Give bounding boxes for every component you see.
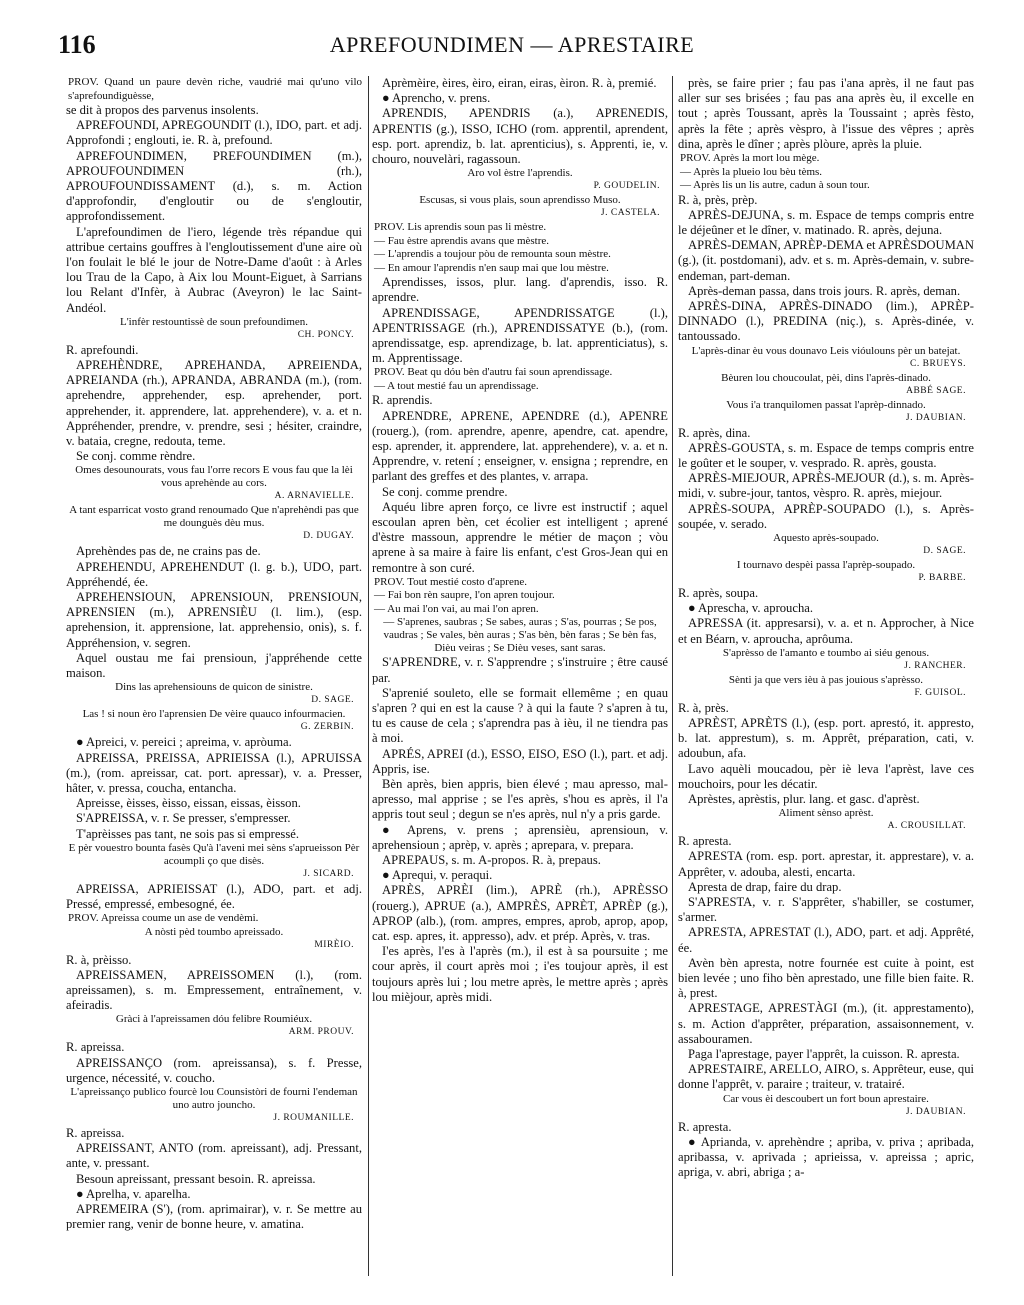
dictionary-entry: ● Apreici, v. pereici ; apreima, v. apròuma.	[76, 735, 292, 750]
dictionary-entry: APREISSANT, ANTO (rom. apreissant), adj. Pressant, ante, v. pressant.	[66, 1141, 362, 1171]
column-right	[678, 76, 974, 1291]
dictionary-entry: Apreisse, èisses, èisso, eissan, eissas, èisson.	[76, 796, 301, 811]
dictionary-entry: ● Aprens, v. prens ; aprensièu, aprensioun, v. aprehensioun ; aprèp, v. après ; aprepara, v. prepara.	[372, 822, 668, 852]
dictionary-entry: S'APRESTA, v. r. S'apprêter, s'habiller, se costumer, s'armer.	[678, 895, 974, 925]
dictionary-entry: près, se faire prier ; fau pas i'ana après, il ne faut pas aller sur ses brisées ; fau pas ana après èu, il excelle en tout ; après Toussant, après la Toussaint ; après fèsto, après la fête ; après vèspro, à l'issue des vêpres ; après dina, après le dîner ; après plòure, après la pluie.	[678, 76, 974, 151]
quotation: Bèuren lou choucoulat, pèi, dins l'après-dinado.	[721, 371, 931, 384]
dictionary-entry: APREMEIRA (S'), (rom. aprimairar), v. r. Se mettre au premier rang, venir de bonne heure, v. amatina.	[66, 1202, 362, 1232]
dictionary-entry: APREFOUNDIMEN, PREFOUNDIMEN (m.), APROUFOUNDIMEN (rh.), APROUFOUNDISSAMENT (d.), s. m. Action d'approfondir, d'engloutir ou de s'engloutir, approfondissement.	[66, 148, 362, 224]
quotation: L'après-dinar èu vous dounavo Leis vióulouns pèr un batejat.	[691, 344, 961, 357]
column-left	[66, 76, 362, 1291]
quotation-author: D. DUGAY.	[303, 531, 354, 542]
quotation-author: J. CASTELA.	[600, 208, 660, 219]
proverb: PROV. Lis aprendis soun pas li mèstre.	[374, 221, 547, 234]
dictionary-entry: APREHENSIOUN, APRENSIOUN, PRENSIOUN, APRENSIEN (m.), APRENSIÈU (l. lim.), (esp. aprehension, it. apprensione, lat. apprehensio, onis), s. f. Appréhension, v. segren.	[66, 590, 362, 650]
dictionary-entry: APRENDISSAGE, APENDRISSATGE (l.), APENTRISSAGE (rh.), APRENDISSATYE (b.), (rom. aprendissatge, esp. aprendizage, b. lat. apprenticiatus), s. m. Apprentissage.	[372, 305, 668, 366]
quotation-author: CH. PONCY.	[297, 329, 354, 340]
dictionary-entry: Lavo aquèli moucadou, pèr iè leva l'aprèst, lave ces mouchoirs, pour les décatir.	[678, 761, 974, 791]
quotation: Vous i'a tranquilomen passat l'aprèp-dinnado.	[726, 398, 926, 411]
entry-line: R. à, près.	[678, 700, 729, 715]
quotation-author: J. ROUMANILLE.	[273, 1113, 354, 1124]
proverb: PROV. Quand un paure devèn riche, vaudrié mai qu'uno vilo s'aprefoundiguèsse,	[68, 76, 362, 102]
dictionary-entry: ● Aprianda, v. aprehèndre ; apriba, v. priva ; apribada, apribassa, v. aprivada ; aprieissa, v. apreissa ; apric, apriga, v. abri, abriga ; a-	[678, 1134, 974, 1180]
quotation: Sènti ja que vers ièu à pas jouious s'aprèsso.	[728, 673, 924, 686]
dictionary-entry: ● Aprequi, v. peraqui.	[382, 868, 493, 883]
dictionary-entry: S'aprenié souleto, elle se formait ellemême ; en quau s'apren ? qui en est la cause ? à qui la faute ? s'apren à tu, tu es cause de cela ; s'aprendra pas à ièu, il ne tiendra pas à moi.	[372, 685, 668, 746]
dictionary-entry: ● Aprescha, v. aproucha.	[688, 601, 813, 616]
quotation: A nòsti pèd toumbo apreissado.	[144, 925, 284, 938]
quotation: Car vous èi descoubert un fort boun aprestaire.	[723, 1092, 929, 1105]
dictionary-entry: APREISSA, APRIEISSAT (l.), ADO, part. et adj. Pressé, empressé, embesogné, ée.	[66, 881, 362, 911]
quotation: A tant esparricat vosto grand renoumado Que n'aprehèndi pas que me dounguès dèu mus.	[69, 504, 359, 530]
quotation-author: ARM. PROUV.	[288, 1027, 354, 1038]
entry-line: R. apresta.	[678, 834, 732, 849]
dictionary-body	[66, 76, 974, 1291]
entry-line: R. apresta.	[678, 1119, 732, 1134]
quotation: Dins las aprehensiouns de quicon de sinistre.	[115, 681, 313, 694]
quotation-author: J. DAUBIAN.	[905, 1106, 966, 1117]
dictionary-entry: APRÈS-GOUSTA, s. m. Espace de temps compris entre le goûter et le souper, v. vesprado. R. après, gousta.	[678, 440, 974, 470]
entry-line: R. après, dina.	[678, 425, 751, 440]
running-title: APREFOUNDIMEN — APRESTAIRE	[329, 32, 695, 57]
dictionary-entry: ● Aprelha, v. aparelha.	[76, 1186, 191, 1201]
dictionary-entry: APREPAUS, s. m. A-propos. R. à, prepaus.	[382, 853, 601, 868]
entry-line: R. apreissa.	[66, 1040, 125, 1055]
quotation: S'aprèsso de l'amanto e toumbo ai siéu genous.	[722, 646, 930, 659]
quotation-author: J. RANCHER.	[904, 660, 966, 671]
dictionary-entry: T'aprèisses pas tant, ne sois pas si empressé.	[76, 826, 299, 841]
quotation: Escusas, si vous plais, soun aprendisso Muso.	[419, 194, 621, 207]
dictionary-entry: APREISSANÇO (rom. apreissansa), s. f. Presse, urgence, nécessité, v. coucho.	[66, 1055, 362, 1085]
dictionary-entry: Apresta de drap, faire du drap.	[688, 879, 842, 894]
dictionary-entry: Se conj. comme rèndre.	[76, 449, 196, 464]
dictionary-entry: Aprendisses, issos, plur. lang. d'aprendis, isso. R. aprendre.	[372, 275, 668, 305]
dictionary-entry: S'APREISSA, v. r. Se presser, s'empresser.	[76, 811, 291, 826]
dictionary-entry: APRENDRE, APRENE, APENDRE (d.), APENRE (rouerg.), (rom. aprendre, apenre, apendre, cat. apendre, esp. aprender, it. apprendere, lat. apprehendere), v. a. et n. Apprendre, v. retení ; enseigner, v. ensigna ; reprendre, en parlant des greffes et des plantes, v. arrapa.	[372, 408, 668, 484]
dictionary-entry: APREHÈNDRE, APREHANDA, APREIENDA, APREIANDA (rh.), APRANDA, ABRANDA (m.), (rom. aprehendre, apprehender, esp. aprehender, port. apprehender, it. apprendere, lat. apprehendere), v. a. et n. Appréhender, prendre, v. prendre, sesi ; hésiter, craindre, v. bataia, cregne, redouta, teme.	[66, 358, 362, 449]
dictionary-entry: APRESSA (it. appresarsi), v. a. et n. Approcher, à Nice et en Béarn, v. aproucha, aprôuma.	[678, 616, 974, 646]
dictionary-entry: I'es après, l'es à l'après (m.), il est à sa poursuite ; me cour après, il court après moi ; i'es toujour après, il est toujours après lui ; lou metre après, le mettre après ; après lou mièjour, après midi.	[372, 944, 668, 1004]
page-number: 116	[58, 30, 96, 59]
entry-line: se dit à propos des parvenus insolents.	[66, 103, 259, 117]
quotation: Aro vol èstre l'aprendis.	[467, 167, 573, 180]
dictionary-entry: Aquel oustau me fai prensioun, j'appréhende cette maison.	[66, 650, 362, 681]
dictionary-entry: Se conj. comme prendre.	[382, 484, 508, 499]
quotation: Omes desounourats, vous fau l'orre recors E vous fau que la lèi vous aprehènde au cors.	[75, 464, 353, 490]
quotation-author: D. SAGE.	[311, 695, 354, 706]
dictionary-entry: APRENDIS, APENDRIS (a.), APRENEDIS, APRENTIS (g.), ISSO, ICHO (rom. apprentil, aprendent, esp. port. aprendiz, b. lat. aprenticius), s. Apprenti, ie, v. chouro, nouvelàri, ragassoun.	[372, 106, 668, 167]
column-middle	[372, 76, 668, 1291]
dictionary-entry: Aquéu libre apren forço, ce livre est instructif ; aquel escoulan apren bèn, cet écolier est intelligent ; aprené d'èstre massoun, apprendre le métier de maçon ; vòu aprene à sa maire à faire lis enfant, c'est Gros-Jean qui en remontre à son curé.	[372, 499, 668, 575]
dictionary-entry: APREISSAMEN, APREISSOMEN (l.), (rom. apreissamen), s. m. Empressement, entraînement, v. afeiradis.	[66, 967, 362, 1013]
proverb: PROV. Tout mestié costo d'aprene.	[374, 575, 527, 588]
quotation-author: P. BARBE.	[918, 572, 966, 583]
quotation-author: C. BRUEYS.	[910, 358, 966, 369]
quotation-author: ABBÉ SAGE.	[906, 385, 966, 396]
dictionary-entry: Paga l'aprestage, payer l'apprêt, la cuisson. R. apresta.	[688, 1047, 960, 1062]
quotation-author: D. SAGE.	[923, 545, 966, 556]
dictionary-entry: APRÈS-DEJUNA, s. m. Espace de temps compris entre le déjeûner et le dîner, v. matinado. R. après, dejuna.	[678, 207, 974, 237]
proverb: — L'aprendis a toujour pòu de remounta soun mèstre.	[374, 248, 611, 261]
quotation-author: J. DAUBIAN.	[905, 412, 966, 423]
dictionary-entry: APRESTAIRE, ARELLO, AIRO, s. Apprêteur, euse, qui donne l'apprêt, v. paraire ; traiteur, v. tratairé.	[678, 1062, 974, 1092]
quotation: Las ! si noun èro l'aprensien De vèire quauco infourmacien.	[82, 708, 346, 721]
dictionary-entry: APRESTA (rom. esp. port. aprestar, it. apprestare), v. a. Apprêter, v. adouba, alesti, encarta.	[678, 849, 974, 879]
entry-line: R. apreissa.	[66, 1126, 125, 1141]
proverb: — Fau èstre aprendis avans que mèstre.	[374, 234, 550, 247]
quotation: L'infèr restountissè de soun prefoundimen.	[119, 315, 309, 328]
dictionary-entry: APRESTA, APRESTAT (l.), ADO, part. et adj. Apprêté, ée.	[678, 925, 974, 955]
entry-line: R. aprefoundi.	[66, 342, 139, 357]
proverb: — En amour l'aprendis n'en saup mai que lou mèstre.	[374, 261, 609, 274]
dictionary-entry: APREHENDU, APREHENDUT (l. g. b.), UDO, part. Appréhendé, ée.	[66, 559, 362, 589]
quotation-author: P. GOUDELIN.	[593, 181, 660, 192]
dictionary-entry: S'APRENDRE, v. r. S'apprendre ; s'instruire ; être causé par.	[372, 655, 668, 685]
dictionary-entry: APRÈS-DEMAN, APRÈP-DEMA et APRÈSDOUMAN (g.), (it. postdomani), adv. et s. m. Après-demain, v. subre-endeman, part-deman.	[678, 238, 974, 283]
proverb: — Après lis un lis autre, cadun à soun tour.	[680, 179, 870, 192]
dictionary-entry: APRÉS, APREI (d.), ESSO, EISO, ESO (l.), part. et adj. Appris, ise.	[372, 746, 668, 776]
quotation: Gràci à l'apreissamen dóu felibre Roumiéux.	[115, 1013, 313, 1026]
quotation: Aliment sènso aprèst.	[778, 807, 874, 820]
quotation-author: J. SICARD.	[303, 868, 354, 879]
quotation-author: MIRÈIO.	[314, 939, 354, 950]
quotation-author: A. ARNAVIELLE.	[274, 491, 354, 502]
dictionary-entry: APRÈST, APRÈTS (l.), (esp. port. aprestó, it. appresto, b. lat. apprestum), s. m. Apprêt, préparation, cati, v. adoubun, afa.	[678, 715, 974, 761]
quotation: L'apreissanço publico fourcè lou Counsistòri de fourni l'endeman uno autro jouncho.	[70, 1086, 358, 1112]
dictionary-entry: APRESTAGE, APRESTÀGI (m.), (it. apprestamento), s. m. Action d'apprêter, préparation, assaisonnement, v. assabouramen.	[678, 1001, 974, 1046]
dictionary-entry: APREISSA, PREISSA, APRIEISSA (l.), APRUISSA (m.), (rom. apreissar, cat. port. apressar), v. a. Presser, hâter, v. pressa, coucha, entancha.	[66, 750, 362, 795]
dictionary-entry: ● Aprencho, v. prens.	[382, 91, 491, 106]
quotation: E pèr vouestro bounta fasès Qu'à l'aveni mei sèns s'aprueisson Pèr acoumpli ço que disès.	[68, 841, 360, 867]
quotation: Aquesto après-soupado.	[773, 531, 879, 544]
dictionary-entry: APRÈS-SOUPA, APRÈP-SOUPADO (l.), s. Après-soupée, v. serado.	[678, 501, 974, 531]
proverb: — Fai bon rèn saupre, l'on apren toujour.	[374, 589, 555, 602]
quotation: — S'aprenes, saubras ; Se sabes, auras ; S'as, pourras ; Se pos, vaudras ; Se vales, bèn auras ; S'as bèn, bèn faras ; Se bèn fas, Dièu veiras ; Se Dièu veses, sant saras.	[383, 616, 657, 655]
entry-line: R. aprendis.	[372, 393, 433, 408]
proverb: PROV. Apreissa coume un ase de vendèmi.	[68, 912, 259, 925]
proverb: — Au mai l'on vai, au mai l'on apren.	[374, 602, 539, 615]
quotation-author: G. ZERBIN.	[300, 722, 354, 733]
dictionary-entry: Aprèmèire, èires, èiro, eiran, eiras, èiron. R. à, premié.	[382, 76, 657, 90]
quotation: I tournavo despèi passa l'aprèp-soupado.	[736, 558, 916, 571]
dictionary-entry: APREFOUNDI, APREGOUNDIT (l.), IDO, part. et adj. Approfondi ; englouti, ie. R. à, prefound.	[66, 118, 362, 148]
proverb: PROV. Beat qu dóu bèn d'autru fai soun aprendissage.	[374, 366, 613, 379]
dictionary-entry: Après-deman passa, dans trois jours. R. après, deman.	[688, 283, 961, 298]
entry-line: R. à, près, prèp.	[678, 192, 758, 207]
dictionary-entry: L'aprefoundimen de l'iero, légende très répandue qui attribue certains gouffres à l'engloutissement d'une aire où l'on foulait le blé le jour de Notre-Dame d'août : à Arles lou Trau de la Capo, à Aix lou Mount-Eiguet, à Sarrians lou Relant d'Infèr, à Aubrac (Aveyron) le lac Saint-Andéol.	[66, 224, 362, 315]
proverb: — A tout mestié fau un aprendissage.	[374, 379, 539, 392]
dictionary-entry: Aprèstes, aprèstis, plur. lang. et gasc. d'aprèst.	[688, 792, 920, 806]
dictionary-entry: Aprehèndes pas de, ne crains pas de.	[76, 544, 261, 559]
dictionary-entry: APRÈS-MIEJOUR, APRÈS-MEJOUR (d.), s. m. Après-midi, v. subre-jour, tantos, vèspro. R. après, miejour.	[678, 471, 974, 501]
entry-line: R. après, soupa.	[678, 585, 759, 600]
entry-line: R. à, prèisso.	[66, 952, 132, 967]
dictionary-entry: Bèn après, bien appris, bien élevé ; mau apresso, mal-apresso, mal apprise ; se l'es après, s'hou es après, il l'a appris tout seul ; degun se n'es après, nul n'y a pris garde.	[372, 777, 668, 822]
dictionary-entry: APRÈS-DINA, APRÈS-DINADO (lim.), APRÈP-DINNADO (l.), PREDINA (niç.), s. Après-dinée, v. tantoussado.	[678, 298, 974, 344]
proverb: PROV. Après la mort lou mège.	[680, 152, 820, 165]
dictionary-entry: Besoun apreissant, pressant besoin. R. apreissa.	[76, 1171, 316, 1186]
dictionary-entry: Avèn bèn apresta, notre fournée est cuite à point, est bien levée ; uno fiho bèn aprestado, une fille bien faite. R. à, prest.	[678, 955, 974, 1001]
dictionary-entry: APRÈS, APRÈI (lim.), APRÈ (rh.), APRÈSSO (rouerg.), APRUE (a.), AMPRÈS, APRÈT, APRÈP (g.), APROP (alb.), (rom. ampres, empres, aprob, aprop, apop, cat. esp. apres, it. appresso), adv. et prép. Après, v. tras.	[372, 883, 668, 944]
quotation-author: A. CROUSILLAT.	[887, 821, 966, 832]
proverb: — Après la plueio lou bèu tèms.	[680, 165, 823, 178]
page-header	[0, 0, 1024, 70]
quotation-author: F. GUISOL.	[914, 687, 966, 698]
